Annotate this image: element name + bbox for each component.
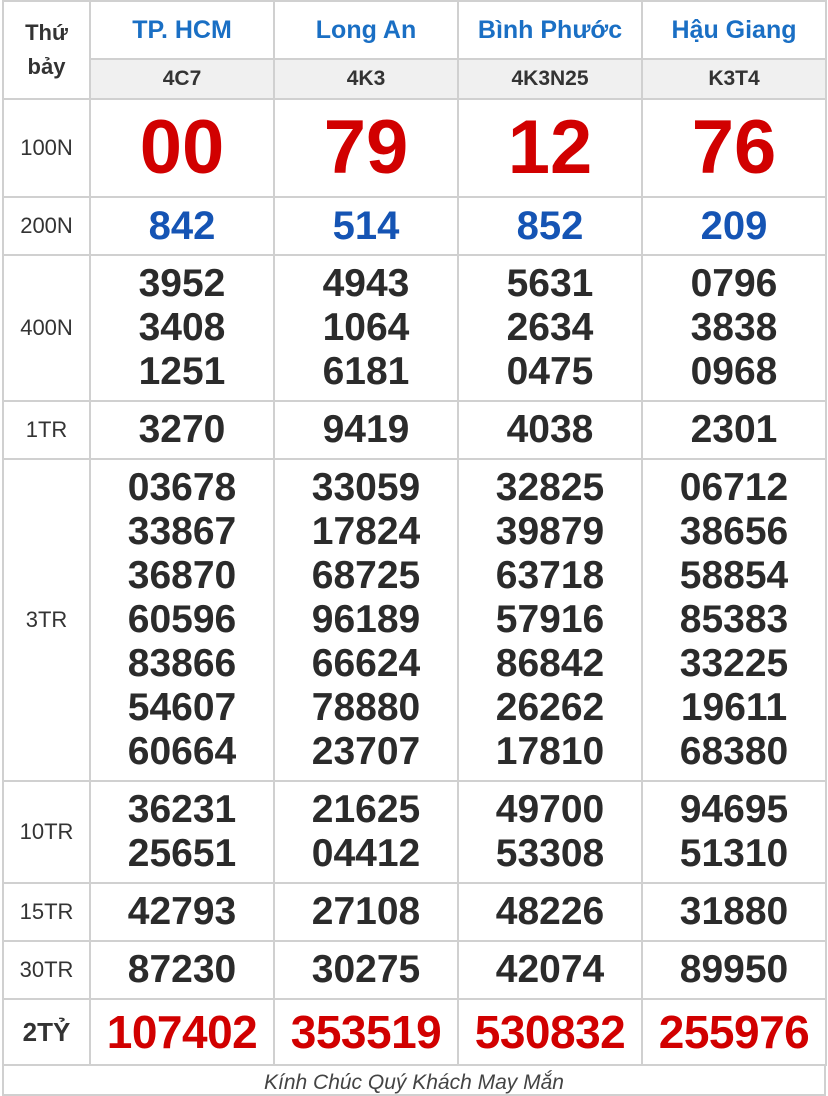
winning-number: 6181	[322, 350, 410, 393]
winning-number: 3270	[138, 408, 226, 451]
prize-cell-hcm	[90, 883, 274, 941]
winning-number: 42793	[127, 890, 237, 933]
winning-number: 4038	[506, 408, 594, 451]
ticket-code-binh-phuoc: 4K3N25	[458, 59, 642, 99]
winning-number: 03678	[127, 466, 237, 509]
winning-number: 60664	[127, 730, 237, 773]
prize-label: 400N	[3, 255, 90, 401]
winning-number: 68380	[679, 730, 789, 773]
winning-number: 87230	[127, 948, 237, 991]
prize-cell-hau-giang	[642, 459, 826, 781]
province-name-hcm[interactable]: TP. HCM	[90, 1, 274, 59]
winning-number: 0796	[690, 262, 778, 305]
prize-cell-hau-giang	[642, 99, 826, 197]
prize-cell-hau-giang	[642, 255, 826, 401]
winning-number: 255976	[658, 1006, 810, 1058]
winning-number: 2301	[690, 408, 778, 451]
winning-number: 86842	[495, 642, 605, 685]
winning-number: 33867	[127, 510, 237, 553]
winning-number: 17824	[311, 510, 421, 553]
prize-cell-long-an	[274, 781, 458, 883]
winning-number: 51310	[679, 832, 789, 875]
winning-number: 19611	[680, 686, 788, 729]
prize-cell-binh-phuoc	[458, 99, 642, 197]
prize-label: 2TỶ	[3, 999, 90, 1065]
prize-label: 30TR	[3, 941, 90, 999]
winning-number: 842	[148, 203, 216, 248]
winning-number: 3952	[138, 262, 226, 305]
prize-cell-binh-phuoc	[458, 781, 642, 883]
winning-number: 1251	[138, 350, 226, 393]
prize-cell-hcm	[90, 255, 274, 401]
province-name-binh-phuoc[interactable]: Bình Phước	[458, 1, 642, 59]
prize-cell-binh-phuoc	[458, 255, 642, 401]
prize-cell-long-an	[274, 99, 458, 197]
prize-cell-long-an	[274, 459, 458, 781]
province-name-long-an[interactable]: Long An	[274, 1, 458, 59]
prize-cell-hau-giang	[642, 401, 826, 459]
prize-cell-hau-giang	[642, 941, 826, 999]
prize-cell-long-an	[274, 883, 458, 941]
winning-number: 76	[691, 105, 777, 190]
winning-number: 530832	[474, 1006, 626, 1058]
prize-cell-binh-phuoc	[458, 401, 642, 459]
winning-number: 39879	[495, 510, 605, 553]
prize-cell-binh-phuoc	[458, 941, 642, 999]
winning-number: 49700	[495, 788, 605, 831]
day-line-2: bảy	[27, 54, 66, 79]
winning-number: 0968	[690, 350, 778, 393]
winning-number: 31880	[679, 890, 789, 933]
winning-number: 38656	[679, 510, 789, 553]
prize-row	[3, 255, 826, 401]
prize-row	[3, 999, 826, 1065]
winning-number: 209	[700, 203, 768, 248]
prize-cell-hcm	[90, 999, 274, 1065]
winning-number: 33225	[679, 642, 789, 685]
prize-cell-hau-giang	[642, 883, 826, 941]
winning-number: 53308	[495, 832, 605, 875]
winning-number: 4943	[322, 262, 410, 305]
prize-row	[3, 401, 826, 459]
winning-number: 83866	[127, 642, 237, 685]
prize-row	[3, 941, 826, 999]
winning-number: 12	[507, 105, 593, 190]
prize-label: 3TR	[3, 459, 90, 781]
winning-number: 5631	[506, 262, 594, 305]
winning-number: 00	[139, 105, 225, 190]
winning-number: 23707	[311, 730, 421, 773]
prize-cell-hcm	[90, 941, 274, 999]
prize-label: 1TR	[3, 401, 90, 459]
prize-cell-hcm	[90, 99, 274, 197]
winning-number: 85383	[679, 598, 789, 641]
winning-number: 17810	[495, 730, 605, 773]
lottery-results-table	[2, 0, 827, 1066]
prize-cell-hcm	[90, 459, 274, 781]
prize-cell-hcm	[90, 781, 274, 883]
prize-row	[3, 99, 826, 197]
prize-cell-long-an	[274, 941, 458, 999]
prize-cell-binh-phuoc	[458, 999, 642, 1065]
prize-cell-hcm	[90, 197, 274, 255]
prize-cell-long-an	[274, 999, 458, 1065]
winning-number: 68725	[311, 554, 421, 597]
prize-cell-hau-giang	[642, 781, 826, 883]
winning-number: 32825	[495, 466, 605, 509]
winning-number: 48226	[495, 890, 605, 933]
prize-cell-hcm	[90, 401, 274, 459]
prize-cell-long-an	[274, 255, 458, 401]
winning-number: 63718	[495, 554, 605, 597]
province-header-row	[3, 1, 826, 59]
prize-label: 10TR	[3, 781, 90, 883]
day-of-week-cell	[3, 1, 90, 99]
prize-row	[3, 883, 826, 941]
prize-cell-binh-phuoc	[458, 459, 642, 781]
winning-number: 514	[332, 203, 400, 248]
province-name-hau-giang[interactable]: Hậu Giang	[642, 1, 826, 59]
day-line-1: Thứ	[25, 19, 68, 45]
winning-number: 3408	[138, 306, 226, 349]
prize-cell-binh-phuoc	[458, 197, 642, 255]
prize-label: 15TR	[3, 883, 90, 941]
winning-number: 66624	[311, 642, 421, 685]
winning-number: 21625	[311, 788, 421, 831]
winning-number: 57916	[495, 598, 605, 641]
prize-cell-long-an	[274, 401, 458, 459]
prize-row	[3, 781, 826, 883]
prize-cell-hau-giang	[642, 197, 826, 255]
winning-number: 353519	[290, 1006, 442, 1058]
prize-cell-long-an	[274, 197, 458, 255]
winning-number: 1064	[322, 306, 410, 349]
prize-label: 200N	[3, 197, 90, 255]
winning-number: 54607	[127, 686, 237, 729]
winning-number: 26262	[495, 686, 605, 729]
winning-number: 25651	[127, 832, 237, 875]
winning-number: 33059	[311, 466, 421, 509]
prize-row	[3, 459, 826, 781]
ticket-code-hau-giang: K3T4	[642, 59, 826, 99]
winning-number: 0475	[506, 350, 594, 393]
winning-number: 3838	[690, 306, 778, 349]
ticket-code-row	[3, 59, 826, 99]
ticket-code-long-an: 4K3	[274, 59, 458, 99]
ticket-code-hcm: 4C7	[90, 59, 274, 99]
winning-number: 06712	[679, 466, 789, 509]
winning-number: 94695	[679, 788, 789, 831]
winning-number: 89950	[679, 948, 789, 991]
winning-number: 96189	[311, 598, 421, 641]
winning-number: 9419	[322, 408, 410, 451]
winning-number: 36231	[127, 788, 237, 831]
winning-number: 60596	[127, 598, 237, 641]
prize-cell-binh-phuoc	[458, 883, 642, 941]
winning-number: 79	[323, 105, 409, 190]
winning-number: 36870	[127, 554, 237, 597]
winning-number: 2634	[506, 306, 594, 349]
winning-number: 42074	[495, 948, 605, 991]
footer-greeting: Kính Chúc Quý Khách May Mắn	[2, 1066, 826, 1096]
winning-number: 58854	[679, 554, 789, 597]
winning-number: 852	[516, 203, 584, 248]
prize-cell-hau-giang	[642, 999, 826, 1065]
winning-number: 78880	[311, 686, 421, 729]
prize-row	[3, 197, 826, 255]
winning-number: 04412	[311, 832, 421, 875]
winning-number: 27108	[311, 890, 421, 933]
prize-label: 100N	[3, 99, 90, 197]
winning-number: 107402	[106, 1006, 258, 1058]
winning-number: 30275	[311, 948, 421, 991]
